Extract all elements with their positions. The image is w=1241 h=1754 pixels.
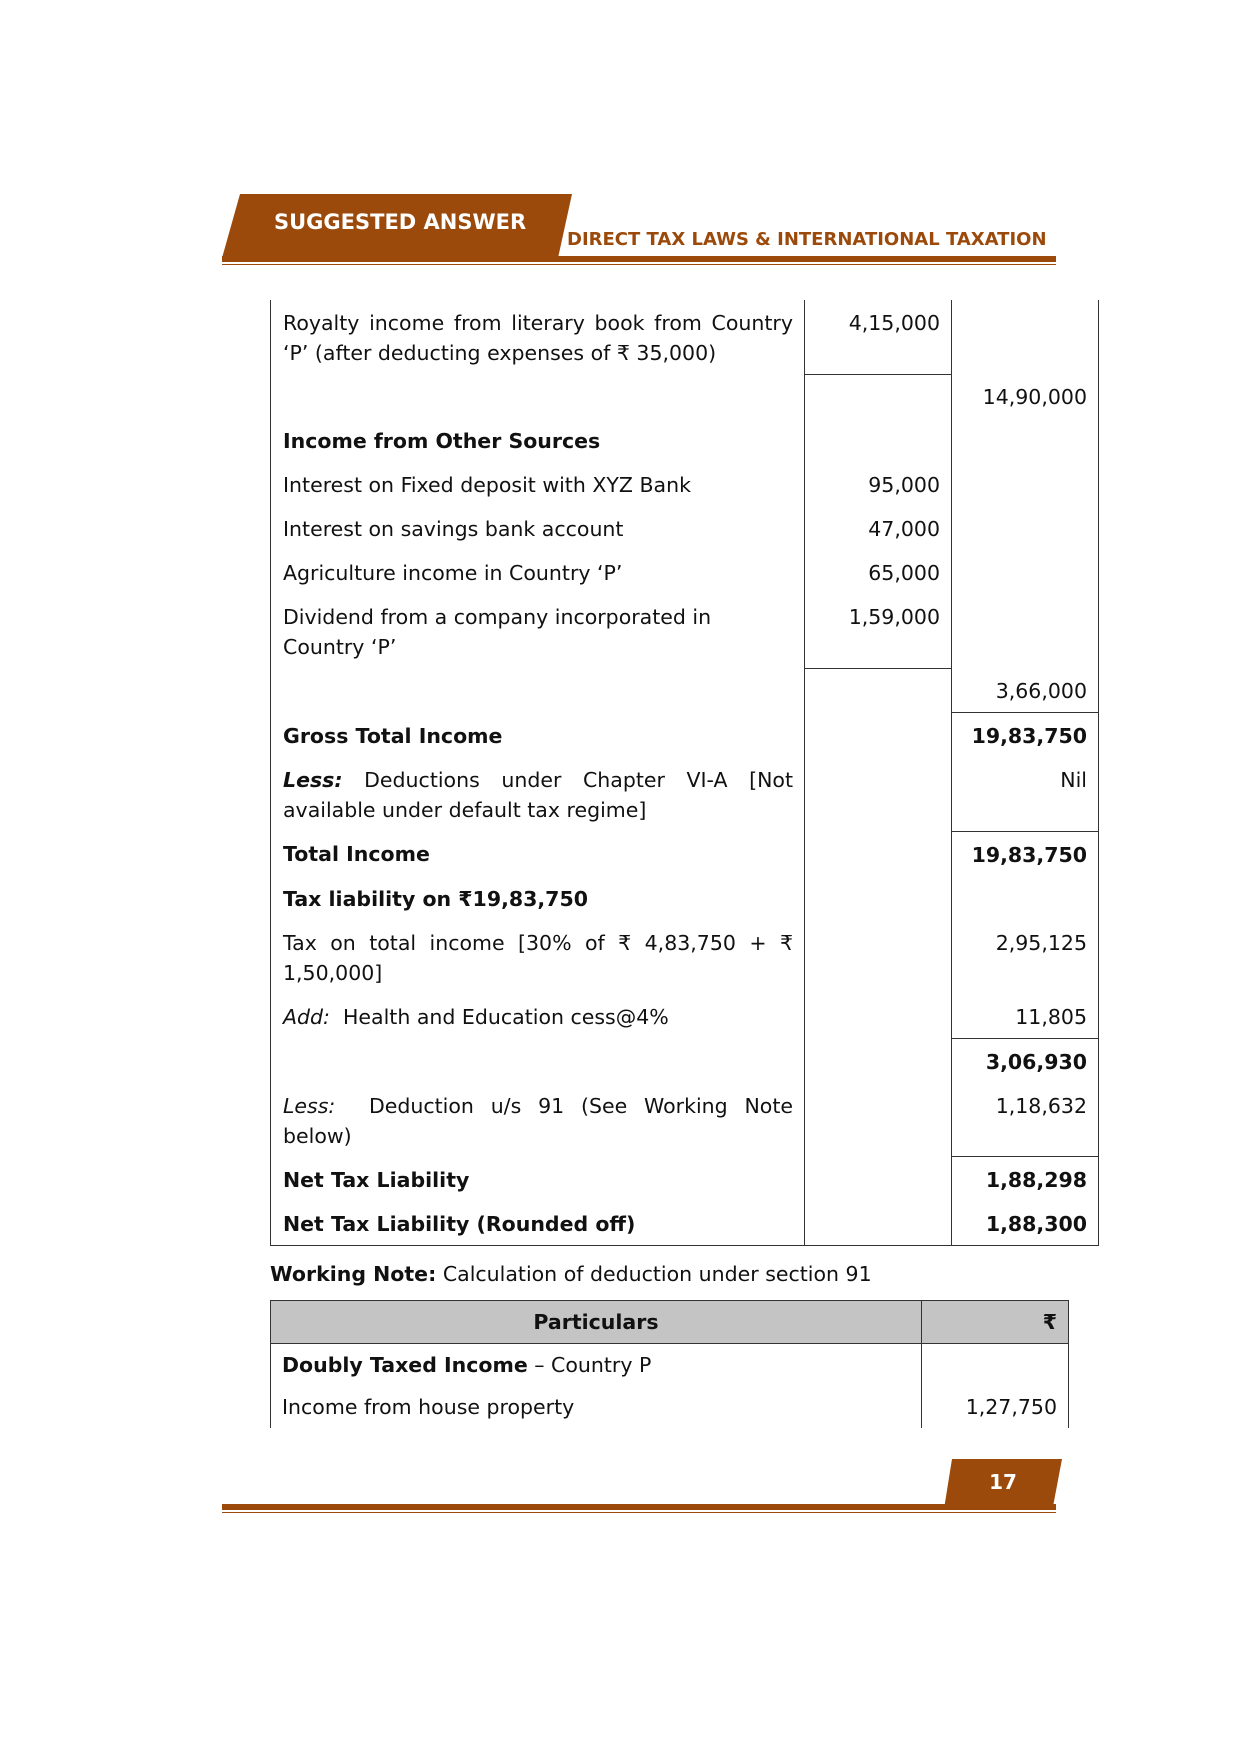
table-row bbox=[271, 876, 1099, 920]
ios-item-amount: 47,000 bbox=[805, 506, 952, 550]
net-tax-label: Net Tax Liability bbox=[271, 1157, 805, 1202]
footer-rule bbox=[222, 1504, 1056, 1510]
deductions-amount: Nil bbox=[952, 757, 1099, 831]
deductions-label: Deductions under Chapter VI-A [Not available under default tax regime] bbox=[283, 768, 793, 822]
table-row bbox=[271, 300, 1099, 374]
wn-row-amount: 1,27,750 bbox=[922, 1386, 1069, 1428]
table-row bbox=[271, 594, 1099, 668]
tax-computation-table bbox=[270, 300, 1099, 1246]
cess-amount: 11,805 bbox=[952, 994, 1099, 1039]
doubly-taxed-heading-bold: Doubly Taxed Income bbox=[282, 1353, 528, 1377]
working-note-label: Working Note: bbox=[270, 1262, 437, 1286]
main-content bbox=[270, 300, 1087, 1428]
ios-item-amount: 1,59,000 bbox=[805, 594, 952, 668]
deduction-91-label: Deduction u/s 91 (See Working Note below) bbox=[283, 1093, 800, 1148]
royalty-label: Royalty income from literary book from Country ‘P’ (after deducting expenses of ₹ 35,000) bbox=[271, 300, 805, 374]
cess-label: Health and Education cess@4% bbox=[329, 1004, 669, 1029]
table-row bbox=[271, 831, 1099, 876]
working-note-table bbox=[270, 1300, 1069, 1428]
table-row bbox=[271, 418, 1099, 462]
table-row bbox=[271, 462, 1099, 506]
header-rule-thin bbox=[222, 264, 1056, 265]
header-tab-label: SUGGESTED ANSWER bbox=[274, 210, 527, 234]
working-note-heading bbox=[270, 1262, 1044, 1286]
subtotal-3: 3,06,930 bbox=[952, 1038, 1099, 1083]
doubly-taxed-heading-rest: – Country P bbox=[527, 1353, 652, 1377]
gti-label: Gross Total Income bbox=[271, 713, 805, 758]
table-row bbox=[271, 374, 1099, 418]
net-tax-amount: 1,88,298 bbox=[952, 1157, 1099, 1202]
tax-on-income-label: Tax on total income [30% of ₹ 4,83,750 + ₹ 1,50,000] bbox=[271, 920, 805, 994]
total-income-label: Total Income bbox=[271, 831, 805, 876]
royalty-amount: 4,15,000 bbox=[805, 300, 952, 374]
cess-prefix: Add: bbox=[283, 1004, 330, 1029]
working-note-text: Calculation of deduction under section 91 bbox=[436, 1262, 872, 1286]
column-header-amount: ₹ bbox=[922, 1301, 1069, 1344]
deductions-cell bbox=[271, 757, 805, 831]
table-row bbox=[271, 550, 1099, 594]
ios-item-label: Dividend from a company incorporated in Country ‘P’ bbox=[271, 594, 805, 668]
table-row bbox=[271, 920, 1099, 994]
table-row bbox=[271, 1038, 1099, 1083]
table-row bbox=[271, 1083, 1099, 1157]
total-income-amount: 19,83,750 bbox=[952, 831, 1099, 876]
tax-heading: Tax liability on ₹19,83,750 bbox=[271, 876, 805, 920]
deduction-91-prefix: Less: bbox=[283, 1093, 336, 1118]
table-row bbox=[271, 1201, 1099, 1246]
page-number: 17 bbox=[989, 1470, 1017, 1494]
ios-item-label: Interest on Fixed deposit with XYZ Bank bbox=[271, 462, 805, 506]
subtotal-1: 14,90,000 bbox=[952, 374, 1099, 418]
header-title: DIRECT TAX LAWS & INTERNATIONAL TAXATION bbox=[567, 229, 1047, 250]
doubly-taxed-heading bbox=[271, 1344, 922, 1387]
table-row bbox=[271, 1157, 1099, 1202]
cess-cell bbox=[271, 994, 805, 1039]
table-row bbox=[271, 506, 1099, 550]
table-row bbox=[271, 1344, 1069, 1387]
header-rule bbox=[222, 256, 1056, 262]
ios-item-label: Interest on savings bank account bbox=[271, 506, 805, 550]
tax-on-income-amount: 2,95,125 bbox=[952, 920, 1099, 994]
ios-item-label: Agriculture income in Country ‘P’ bbox=[271, 550, 805, 594]
footer-rule-thin bbox=[222, 1512, 1056, 1513]
gti-amount: 19,83,750 bbox=[952, 713, 1099, 758]
deductions-prefix: Less: bbox=[283, 768, 343, 792]
table-row bbox=[271, 713, 1099, 758]
table-row bbox=[271, 1386, 1069, 1428]
column-header-particulars: Particulars bbox=[271, 1301, 922, 1344]
ios-item-amount: 65,000 bbox=[805, 550, 952, 594]
net-tax-rounded-amount: 1,88,300 bbox=[952, 1201, 1099, 1246]
net-tax-rounded-label: Net Tax Liability (Rounded off) bbox=[271, 1201, 805, 1246]
subtotal-2: 3,66,000 bbox=[952, 668, 1099, 713]
deduction-91-amount: 1,18,632 bbox=[952, 1083, 1099, 1157]
table-row bbox=[271, 994, 1099, 1039]
table-row bbox=[271, 668, 1099, 713]
ios-item-amount: 95,000 bbox=[805, 462, 952, 506]
table-header-row bbox=[271, 1301, 1069, 1344]
deduction-91-cell bbox=[271, 1083, 805, 1157]
ios-heading: Income from Other Sources bbox=[271, 418, 805, 462]
wn-row-label: Income from house property bbox=[271, 1386, 922, 1428]
table-row bbox=[271, 757, 1099, 831]
